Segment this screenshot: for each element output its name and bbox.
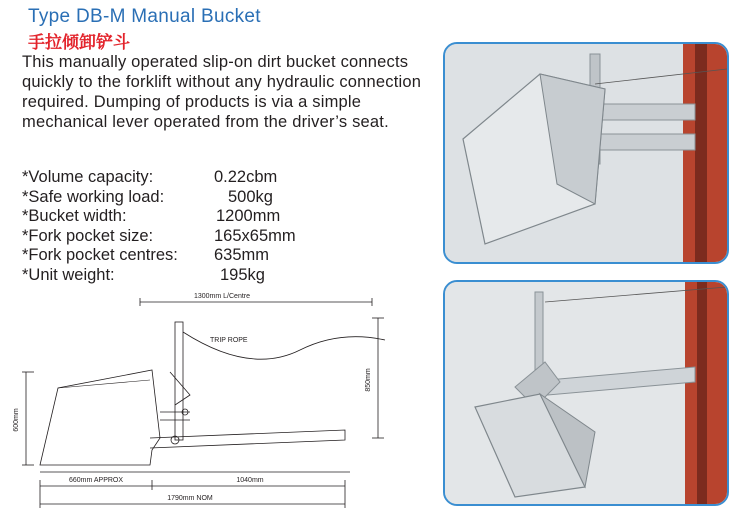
spec-label: *Volume capacity: [22,168,154,186]
lever-mast [175,322,183,440]
spec-value: 0.22cbm [214,168,278,186]
lever-linkage [170,372,190,405]
product-subtitle-chinese: 手拉倾卸铲斗 [28,33,130,53]
spec-label: *Safe working load: [22,187,165,206]
spec-label: *Fork pocket size: [22,226,154,245]
spec-label: *Bucket width: [22,207,127,225]
bucket-tipped-illustration [445,282,727,504]
spec-value: 500kg [228,187,273,206]
product-description: This manually operated slip-on dirt bucket connects quickly to the forklift without any hydraulic connection required. Dumping of products is via a simple mechanical lever operated from the driver’s seat. [22,53,422,131]
bucket-upright-illustration [445,44,727,262]
spec-value: 635mm [214,246,270,264]
spec-label: *Fork pocket centres: [22,246,178,264]
spec-value: 195kg [220,265,265,284]
product-photo-tipped [443,280,729,506]
product-photo-upright [443,42,729,264]
left-height-label: 600mm [13,408,20,432]
top-dimension-label: 1300mm L/Centre [193,293,251,300]
bottom-left-label: 660mm APPROX [68,477,124,484]
product-title: Type DB-M Manual Bucket [28,6,261,27]
bottom-right-label: 1040mm [236,477,264,484]
spec-value: 165x65mm [214,226,296,245]
trip-rope-label: TRIP ROPE [210,337,248,344]
technical-drawing [0,280,440,510]
bottom-total-label: 1790mm NOM [167,495,213,502]
right-height-label: 850mm [365,368,372,392]
spec-value: 1200mm [216,207,281,225]
spec-label: *Unit weight: [22,265,115,284]
